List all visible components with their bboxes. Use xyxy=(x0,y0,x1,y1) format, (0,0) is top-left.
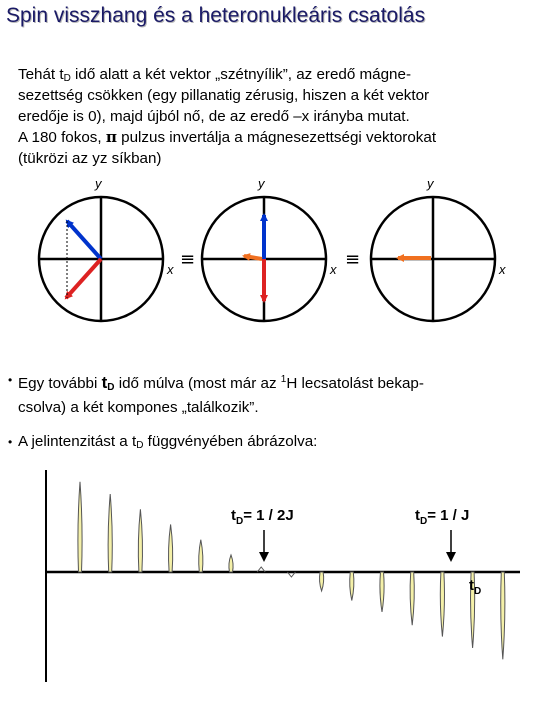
page-title: Spin visszhang és a heteronukleáris csatolás xyxy=(6,4,426,27)
paragraph-line-5: (tükrözi az yz síkban) xyxy=(18,150,162,167)
spectrum-peak xyxy=(169,525,173,573)
y-label-2: y xyxy=(258,176,265,191)
paragraph-line-2: sezettség csökken (egy pillanatig zérusig, hiszen a két vektor xyxy=(18,87,430,104)
spectrum-peak xyxy=(78,482,82,572)
spectrum-peak xyxy=(410,572,414,625)
x-label-1: x xyxy=(167,262,174,277)
bullet-2-line-1: A jelintenzitást a $t_D$ függvényében ábrázolva: xyxy=(18,433,318,451)
spectrum-peak xyxy=(320,572,324,591)
bullet-1: • Egy további $t_D$ idő múlva (most már az $^1$H lecsatolást bekap- csolva) a két kompones „találkozik”. xyxy=(18,370,424,418)
marker-1-arrowhead xyxy=(259,552,269,562)
paragraph-line-3: eredője is 0), majd újból nő, de az eredő –x irányba mutat. xyxy=(18,108,410,125)
paragraph-line-4: A 180 fokos, π pulzus invertálja a mágnesezettségi vektorokat xyxy=(18,128,437,146)
paragraph-line-1: Tehát $t_D$ idő alatt a két vektor „szétnyílik”, az eredő mágne- xyxy=(18,66,412,84)
equiv-symbol-2: ≡ xyxy=(345,249,361,270)
spectrum-peak xyxy=(440,572,444,637)
bullet-1-line-1: Egy további $t_D$ idő múlva (most már az $^1$H lecsatolást bekap- xyxy=(18,373,424,393)
marker-2-arrowhead xyxy=(446,552,456,562)
time-axis-label: $t_D$ xyxy=(469,577,482,597)
marker-2-label: $t_D= 1 / J$ xyxy=(415,507,470,527)
spectrum-peak xyxy=(350,572,354,601)
spectrum-peak xyxy=(501,572,505,659)
spectrum-peak xyxy=(108,494,112,572)
bullet-2: • A jelintenzitást a $t_D$ függvényében ábrázolva: xyxy=(18,432,317,456)
bullet-1-line-2: csolva) a két kompones „találkozik”. xyxy=(18,399,259,416)
y-label-3: y xyxy=(427,176,434,191)
spectrum-peak xyxy=(138,509,142,572)
spectrum-peak xyxy=(380,572,384,612)
equiv-symbol-1: ≡ xyxy=(180,249,196,270)
marker-1-label: $t_D= 1 / 2J$ xyxy=(231,507,294,527)
spectrum-peak xyxy=(229,555,233,572)
x-label-2: x xyxy=(330,262,337,277)
spectrum-peak xyxy=(199,540,203,572)
y-label-1: y xyxy=(95,176,102,191)
x-label-3: x xyxy=(499,262,506,277)
